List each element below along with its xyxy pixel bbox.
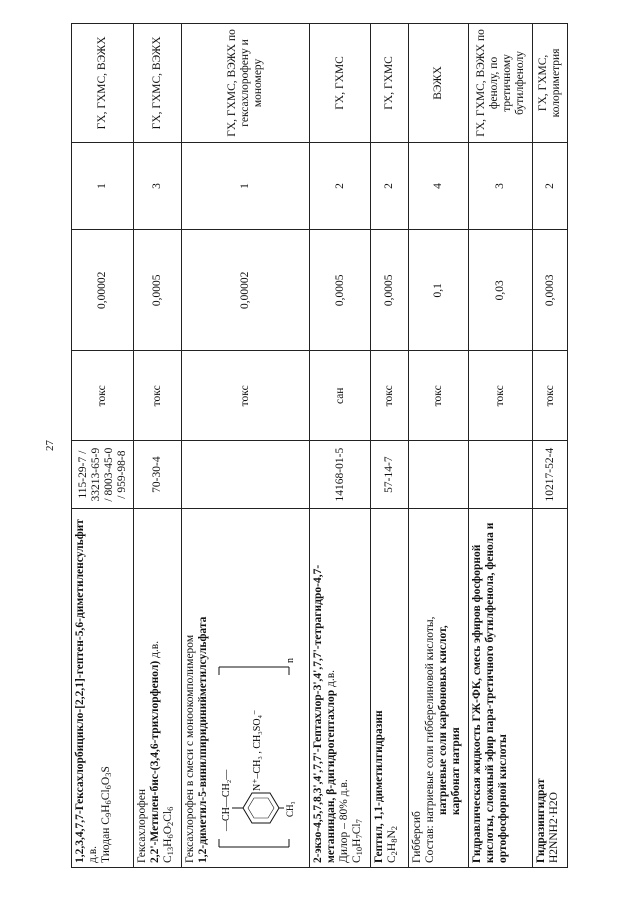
rotated-table-wrapper	[71, 23, 567, 868]
table-row	[310, 24, 371, 868]
substance-trade-name: Тиодан $C_9H_6Cl_6O_3S$	[100, 766, 113, 863]
hazard-cell: сан	[310, 351, 371, 441]
table-row	[409, 24, 469, 868]
hazard-cell: токс	[371, 351, 409, 441]
method-cell: ГХ, ГХМС	[310, 24, 371, 143]
hygiene-standards-table	[71, 23, 568, 868]
method-cell: ГХ, ГХМС, ВЭЖХ	[134, 24, 182, 143]
structural-formula	[213, 643, 295, 853]
table-row	[134, 24, 182, 868]
substance-name-cell: Гидравлическая жидкость ГЖ-ФК, смесь эфиров фосфорной кислоты, сложный эфир пара-третичного бутилфенола, фенола и ортофосфорной кислоты	[469, 509, 533, 868]
cas-cell	[409, 441, 469, 509]
substance-name-cell: Гексахлорофен в смеси с моноокомполимером 1,2-диметил-5-винилпиридинийметилсульфата —CH—CH₂— N⁺–CH₃ , CH₃SO₄⁻ CH₃ n	[182, 509, 310, 868]
value-cell: 0,0005	[310, 230, 371, 351]
substance-formula: $C_{13}H_6O_2Cl_6$	[162, 806, 175, 863]
class-cell: 1	[182, 142, 310, 229]
class-cell: 3	[134, 142, 182, 229]
method-cell: ГХ, ГХМС, колориметрия	[533, 24, 568, 143]
method-cell: ГХ, ГХМС, ВЭЖХ по фенолу, по третичному бутилфенолу	[469, 24, 533, 143]
value-cell: 0,03	[469, 230, 533, 351]
class-cell: 3	[469, 142, 533, 229]
hazard-cell: токс	[409, 351, 469, 441]
cas-cell: 57-14-7	[371, 441, 409, 509]
substance-name-cell: Гексахлорофен 2,2'-Метилен-бис-(3,4,6-трихлорфенол) д.в. $C_{13}H_6O_2Cl_6$	[134, 509, 182, 868]
substance-name-cell: Гептил, 1,1-диметилгидразин $C_2H_8N_2$	[371, 509, 409, 868]
class-cell: 2	[310, 142, 371, 229]
ring-methyl: CH₃	[285, 801, 295, 817]
hazard-cell: токс	[72, 351, 134, 441]
method-cell: ГХ, ГХМС	[371, 24, 409, 143]
class-cell: 4	[409, 142, 469, 229]
cas-cell: 115-29-7 / 33213-65-9 / 8003-45-0 / 959-98-8	[72, 441, 134, 509]
class-cell: 2	[533, 142, 568, 229]
method-cell: ГХ, ГХМС, ВЭЖХ по гексахлорофену и мономеру	[182, 24, 310, 143]
substance-name-cell: Гибберсиб Состав: натриевые соли гибберелиновой кислоты, натриевые соли карбоновых кислот, карбонат натрия	[409, 509, 469, 868]
class-cell: 2	[371, 142, 409, 229]
cas-cell: 14168-01-5	[310, 441, 371, 509]
cas-cell	[469, 441, 533, 509]
value-cell: 0,1	[409, 230, 469, 351]
table-row	[371, 24, 409, 868]
table-row	[72, 24, 134, 868]
page-number: 27	[44, 440, 56, 451]
substance-formula: $C_{10}H_7Cl_7$	[351, 819, 364, 863]
chain-text: —CH—CH₂—	[221, 769, 232, 831]
value-cell: 0,0005	[134, 230, 182, 351]
cas-cell: 10217-52-4	[533, 441, 568, 509]
value-cell: 0,0003	[533, 230, 568, 351]
substance-formula: H2NNH2·H2O	[548, 792, 560, 863]
table-row	[533, 24, 568, 868]
value-cell: 0,0005	[371, 230, 409, 351]
substance-name-cell: 2-экзо-4,5,7,8,3',4',7,7'-Гептахлор-3',4',7,7'-тетрагидро-4,7-метаниндан, β-дигидрогептахлор д.в. Дилор – 80% д.в. $C_{10}H_7Cl_7$	[310, 509, 371, 868]
substance-name-cell: 1,2,3,4,7,7-Гексахлорбицикло-[2,2,1]-гептен-5,6-диметиленсульфит д.в. Тиодан $C_9H_6Cl_6O_3S$	[72, 509, 134, 868]
hazard-cell: токс	[533, 351, 568, 441]
value-cell: 0,00002	[182, 230, 310, 351]
polymer-n-label: n	[285, 658, 295, 663]
hazard-cell: токс	[134, 351, 182, 441]
hazard-cell: токс	[182, 351, 310, 441]
method-cell: ГХ, ГХМС, ВЭЖХ	[72, 24, 134, 143]
cas-cell	[182, 441, 310, 509]
hazard-cell: токс	[469, 351, 533, 441]
class-cell: 1	[72, 142, 134, 229]
ring-nitrogen: N⁺–CH₃ , CH₃SO₄⁻	[252, 709, 263, 791]
table-row	[469, 24, 533, 868]
value-cell: 0,00002	[72, 230, 134, 351]
table-row	[182, 24, 310, 868]
substance-name-cell: Гидразингидрат H2NNH2·H2O	[533, 509, 568, 868]
method-cell: ВЭЖХ	[409, 24, 469, 143]
substance-formula: $C_2H_8N_2$	[386, 825, 399, 863]
cas-cell: 70-30-4	[134, 441, 182, 509]
